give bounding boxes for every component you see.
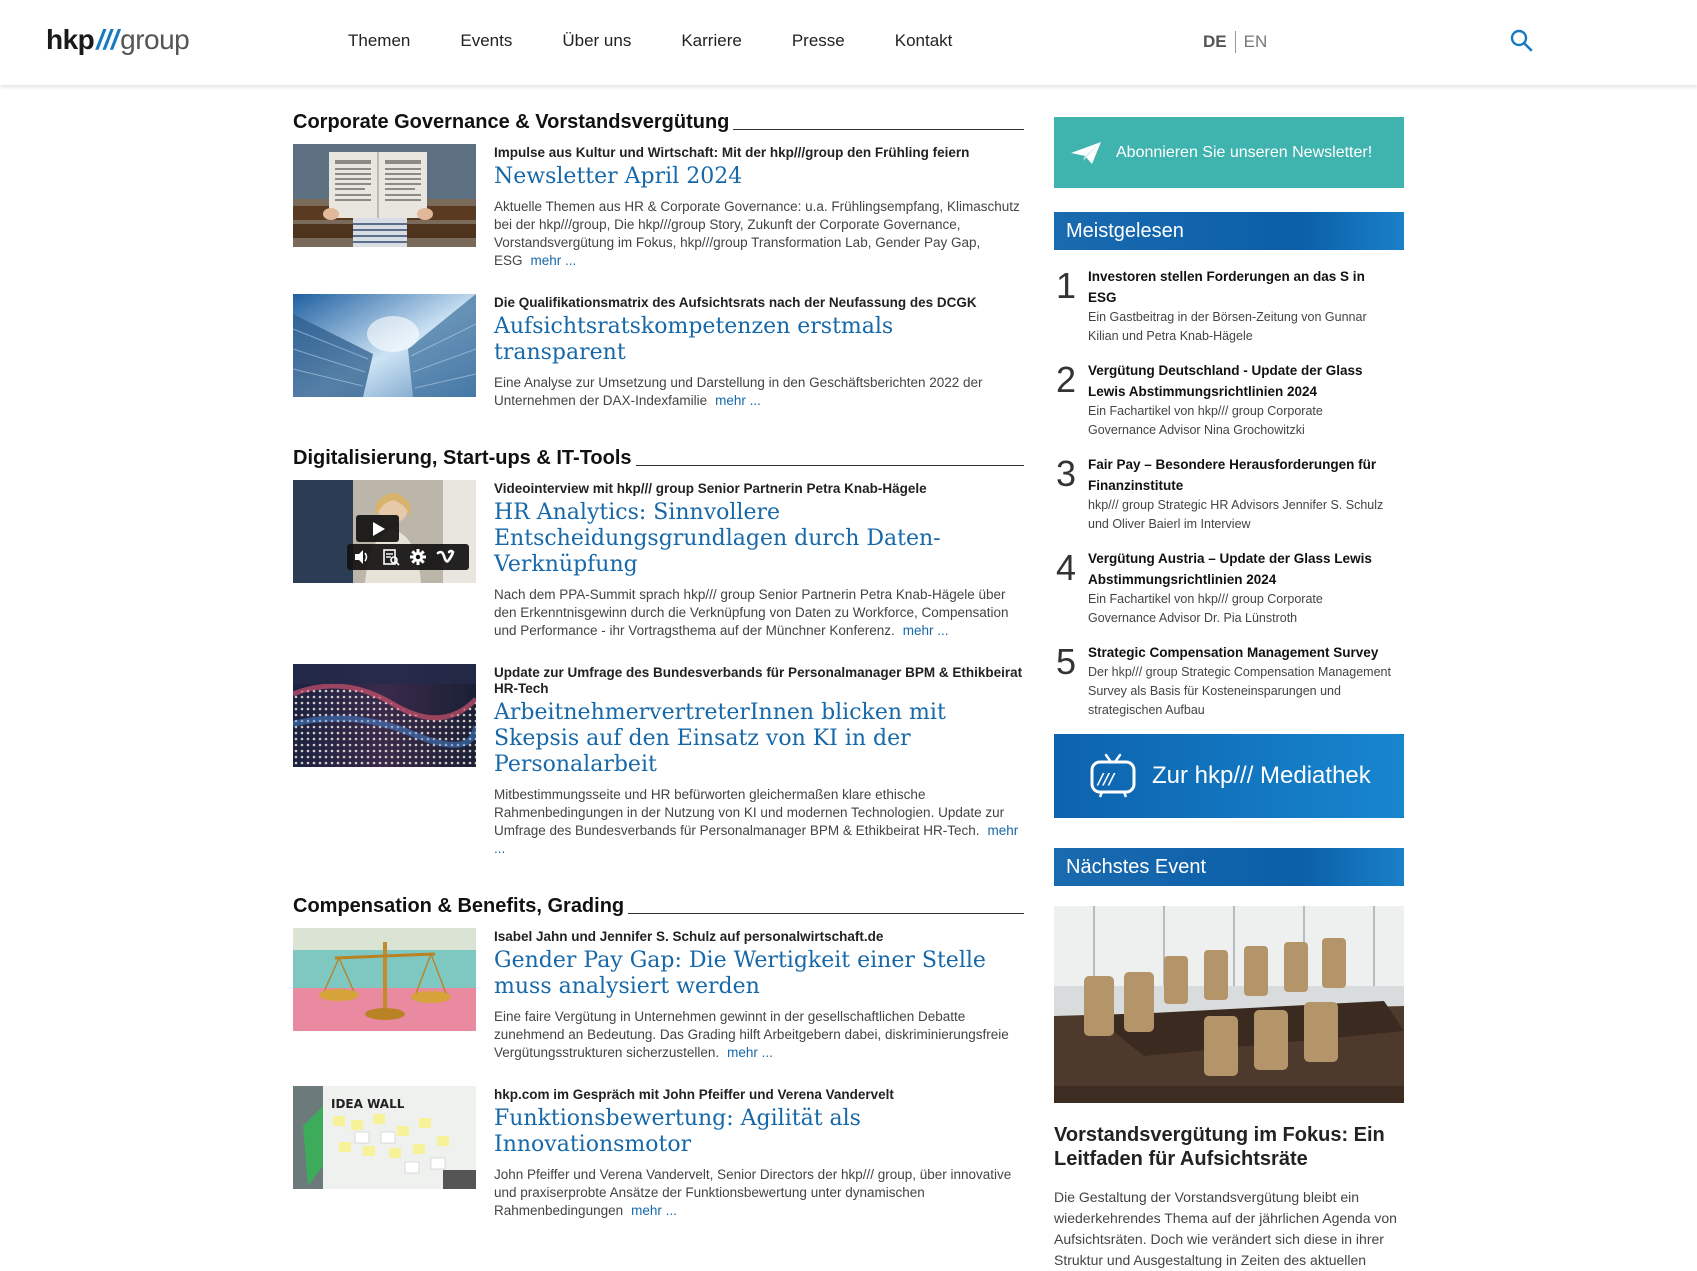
article-title[interactable]: ArbeitnehmervertreterInnen blicken mit Skepsis auf den Einsatz von KI in der Personalarbeit: [494, 700, 946, 777]
mediathek-button[interactable]: [1054, 734, 1404, 818]
logo-group: group: [120, 24, 190, 55]
article-thumbnail-scales[interactable]: [293, 928, 476, 1031]
most-read-rank: 4: [1056, 547, 1077, 588]
article-teaser: [494, 1166, 1024, 1220]
section-digitalisierung: [293, 446, 1024, 858]
lang-en[interactable]: EN: [1243, 32, 1268, 51]
most-read-text: [1088, 454, 1404, 534]
article-item: [293, 928, 1024, 1062]
article-teaser-text: John Pfeiffer und Verena Vandervelt, Senior Directors der hkp/// group, über innovative und praxiserprobte Ansätze der Funktionsbewertung unter dynamischen Rahmenbedingungen: [494, 1167, 1012, 1218]
most-read-rank: 3: [1056, 453, 1077, 494]
volume-icon[interactable]: [353, 548, 371, 566]
settings-gear-icon[interactable]: [409, 548, 427, 566]
article-title[interactable]: Aufsichtsratskompetenzen erstmals transparent: [494, 314, 894, 365]
most-read-item[interactable]: [1054, 548, 1404, 628]
article-teaser-text: Nach dem PPA-Summit sprach hkp/// group Senior Partnerin Petra Knab-Hägele über den Erkenntnisgewinn durch die Verknüpfung von Daten zu Workforce, Compensation und Performance - ihr Vortragsthema auf der Münchner Konferenz.: [494, 587, 1009, 638]
most-read-rank: 2: [1056, 359, 1077, 400]
most-read-item[interactable]: [1054, 360, 1404, 440]
video-player[interactable]: [293, 480, 476, 583]
article-title[interactable]: Gender Pay Gap: Die Wertigkeit einer Stelle muss analysiert werden: [494, 948, 986, 999]
article-teaser-text: Aktuelle Themen aus HR & Corporate Governance: u.a. Frühlingsempfang, Klimaschutz bei der hkp///group, Die hkp///group Story, Zukunft der Corporate Governance, Vorstandsvergütung im Fokus, hkp///group Transformation Lab, Gender Pay Gap, ESG: [494, 199, 1020, 268]
most-read-list: [1054, 250, 1404, 720]
article-thumbnail-newspaper[interactable]: [293, 144, 476, 247]
article-teaser: [494, 198, 1024, 270]
main-content: [293, 110, 1024, 1244]
most-read-rank: 5: [1056, 641, 1077, 682]
most-read-subtitle: Ein Fachartikel von hkp/// group Corporate Governance Advisor Nina Grochowitzki: [1088, 404, 1323, 437]
section-rule: [628, 913, 1024, 914]
sidebar: [1054, 117, 1404, 1271]
article-teaser: [494, 786, 1024, 858]
article-item: [293, 480, 1024, 640]
mediathek-label: Zur hkp/// Mediathek: [1152, 762, 1371, 789]
most-read-text: [1088, 642, 1404, 720]
more-link[interactable]: mehr ...: [631, 1203, 677, 1218]
article-body: [494, 664, 1024, 858]
section-title[interactable]: Compensation & Benefits, Grading: [293, 895, 625, 917]
most-read-text: [1088, 266, 1404, 346]
event-text: Die Gestaltung der Vorstandsvergütung bleibt ein wiederkehrendes Thema auf der jährlichen Agenda von Aufsichtsräten. Doch wie verändert sich diese in ihrer Struktur und Ausgestaltung in Zeiten des aktuellen: [1054, 1189, 1397, 1268]
article-thumbnail-skyscraper[interactable]: [293, 294, 476, 397]
section-rule: [733, 129, 1024, 130]
article-item: [293, 294, 1024, 410]
section-title[interactable]: Digitalisierung, Start-ups & IT-Tools: [293, 447, 632, 469]
article-teaser-text: Mitbestimmungsseite und HR befürworten gleichermaßen klare ethische Rahmenbedingungen in der Nutzung von KI und modernen Technologien. Update zur Umfrage des Bundesverbands für Personalmanager BPM & Ethikbeirat HR-Tech.: [494, 787, 1005, 838]
article-teaser-text: Eine faire Vergütung in Unternehmen gewinnt in der gesellschaftlichen Debatte zunehmend an Bedeutung. Das Grading hilft Arbeitgebern dabei, diskriminierungsfreie Vergütungsstrukturen sicherzustellen.: [494, 1009, 1009, 1060]
article-body: [494, 144, 1024, 270]
section-corporate-governance: [293, 110, 1024, 410]
lang-de[interactable]: DE: [1203, 32, 1227, 51]
most-read-subtitle: Ein Fachartikel von hkp/// group Corporate Governance Advisor Dr. Pia Lünstroth: [1088, 592, 1323, 625]
hkp-logo[interactable]: [46, 24, 189, 56]
lang-separator: [1235, 31, 1236, 53]
nav-item-presse[interactable]: Presse: [791, 31, 845, 50]
most-read-title[interactable]: Strategic Compensation Management Survey: [1088, 645, 1379, 660]
section-heading: [293, 894, 1024, 918]
nav-item-karriere[interactable]: Karriere: [681, 31, 742, 50]
article-teaser: [494, 374, 1024, 410]
language-switcher: [1203, 31, 1267, 53]
article-kicker: Update zur Umfrage des Bundesverbands für Personalmanager BPM & Ethikbeirat HR-Tech: [494, 665, 1023, 696]
logo-hkp: hkp: [46, 24, 95, 55]
most-read-title[interactable]: Vergütung Deutschland - Update der Glass Lewis Abstimmungsrichtlinien 2024: [1088, 363, 1363, 399]
paper-plane-icon: [1070, 141, 1102, 165]
search-icon[interactable]: [1509, 28, 1533, 52]
article-teaser-text: Eine Analyse zur Umsetzung und Darstellung in den Geschäftsberichten 2022 der Unternehmen der DAX-Indexfamilie: [494, 375, 983, 408]
section-rule: [636, 465, 1024, 466]
article-teaser: [494, 586, 1024, 640]
article-title[interactable]: Funktionsbewertung: Agilität als Innovationsmotor: [494, 1106, 861, 1157]
most-read-box: [1054, 212, 1404, 720]
more-link[interactable]: mehr ...: [494, 823, 1019, 856]
article-body: [494, 294, 1024, 410]
article-kicker: Isabel Jahn und Jennifer S. Schulz auf personalwirtschaft.de: [494, 929, 884, 944]
idea-wall-text: IDEA WALL: [331, 1097, 405, 1111]
section-title[interactable]: Corporate Governance & Vorstandsvergütung: [293, 111, 730, 133]
most-read-title[interactable]: Fair Pay – Besondere Herausforderungen für Finanzinstitute: [1088, 457, 1377, 493]
svg-text:///: ///: [1098, 770, 1115, 788]
vimeo-icon[interactable]: [436, 548, 456, 566]
tv-icon: [1088, 753, 1138, 799]
article-thumbnail-idea-wall[interactable]: [293, 1086, 476, 1189]
most-read-subtitle: hkp/// group Strategic HR Advisors Jennifer S. Schulz und Oliver Baierl im Interview: [1088, 498, 1384, 531]
nav-item-ueber-uns[interactable]: Über uns: [562, 31, 632, 50]
most-read-subtitle: Ein Gastbeitrag in der Börsen-Zeitung von Gunnar Kilian und Petra Knab-Hägele: [1088, 310, 1367, 343]
article-kicker: Impulse aus Kultur und Wirtschaft: Mit der hkp///group den Frühling feiern: [494, 145, 970, 160]
most-read-text: [1088, 360, 1404, 440]
article-thumbnail-led-wave[interactable]: [293, 664, 476, 767]
article-body: [494, 480, 1024, 640]
most-read-title[interactable]: Vergütung Austria – Update der Glass Lewis Abstimmungsrichtlinien 2024: [1088, 551, 1372, 587]
section-heading: [293, 446, 1024, 470]
article-title[interactable]: HR Analytics: Sinnvollere Entscheidungsgrundlagen durch Daten-Verknüpfung: [494, 500, 941, 577]
most-read-item[interactable]: [1054, 266, 1404, 346]
next-event-box: [1054, 848, 1404, 1271]
most-read-heading: Meistgelesen: [1054, 212, 1404, 250]
nav-item-kontakt[interactable]: Kontakt: [894, 31, 953, 50]
event-image-conference-room[interactable]: [1054, 906, 1404, 1103]
article-item: [293, 664, 1024, 858]
section-compensation: [293, 894, 1024, 1220]
most-read-subtitle: Der hkp/// group Strategic Compensation Management Survey als Basis für Kosteneinsparungen und strategischen Aufbau: [1088, 665, 1391, 717]
more-link[interactable]: mehr ...: [715, 393, 761, 408]
section-heading: [293, 110, 1024, 134]
main-nav: [348, 31, 1002, 51]
more-link[interactable]: mehr ...: [727, 1045, 773, 1060]
most-read-item[interactable]: [1054, 454, 1404, 534]
most-read-title[interactable]: Investoren stellen Forderungen an das S in ESG: [1088, 269, 1365, 305]
event-title[interactable]: Vorstandsvergütung im Fokus: Ein Leitfaden für Aufsichtsräte: [1054, 1124, 1385, 1170]
more-link[interactable]: mehr ...: [530, 253, 577, 268]
article-kicker: Videointerview mit hkp/// group Senior Partnerin Petra Knab-Hägele: [494, 481, 927, 496]
article-title[interactable]: Newsletter April 2024: [494, 164, 743, 189]
article-body: [494, 1086, 1024, 1220]
newsletter-label: Abonnieren Sie unseren Newsletter!: [1116, 143, 1373, 161]
most-read-rank: 1: [1056, 265, 1077, 306]
transcript-icon[interactable]: [382, 548, 400, 566]
article-kicker: Die Qualifikationsmatrix des Aufsichtsrats nach der Neufassung des DCGK: [494, 295, 977, 310]
article-body: [494, 928, 1024, 1062]
newsletter-subscribe-button[interactable]: [1054, 117, 1404, 188]
logo-slashes: ///: [96, 24, 119, 55]
article-kicker: hkp.com im Gespräch mit John Pfeiffer und Verena Vandervelt: [494, 1087, 894, 1102]
more-link[interactable]: mehr ...: [902, 623, 949, 638]
article-item: [293, 1086, 1024, 1220]
article-item: [293, 144, 1024, 270]
nav-item-themen[interactable]: Themen: [348, 31, 411, 50]
site-header: [0, 0, 1697, 85]
most-read-item[interactable]: [1054, 642, 1404, 720]
next-event-heading: Nächstes Event: [1054, 848, 1404, 886]
article-teaser: [494, 1008, 1024, 1062]
most-read-text: [1088, 548, 1404, 628]
nav-item-events[interactable]: Events: [460, 31, 513, 50]
